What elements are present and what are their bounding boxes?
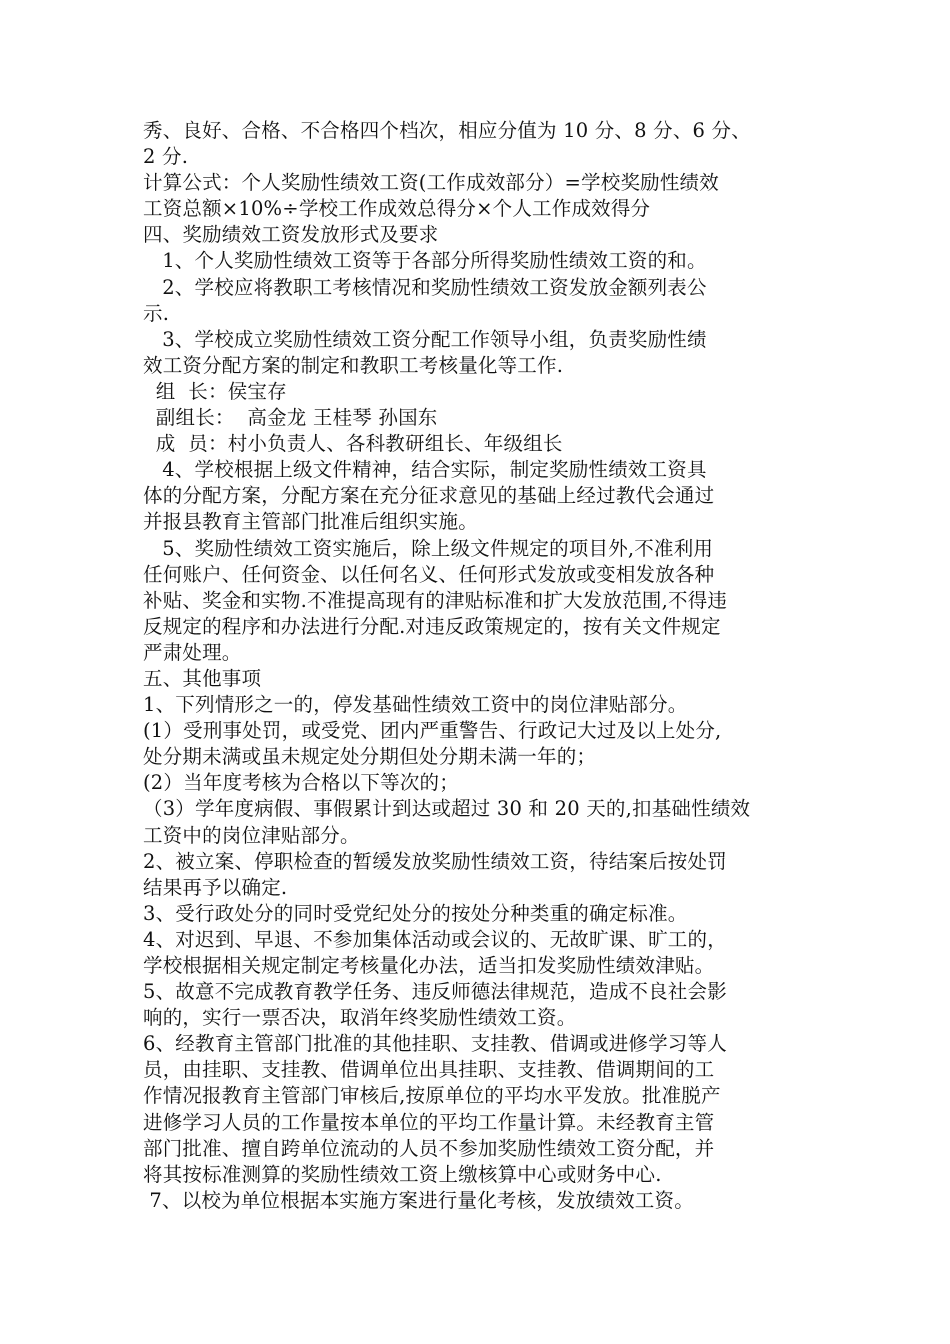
text-line: (1）受刑事处罚，或受党、团内严重警告、行政记大过及以上处分, xyxy=(143,719,722,743)
text-line: 员，由挂职、支挂教、借调单位出具挂职、支挂教、借调期间的工 xyxy=(143,1058,715,1082)
text-line: 工资总额×10%÷学校工作成效总得分×个人工作成效得分 xyxy=(143,197,651,221)
text-line: 作情况报教育主管部门审核后,按原单位的平均水平发放。批准脱产 xyxy=(143,1084,721,1108)
text-line: 5、故意不完成教育教学任务、违反师德法律规范，造成不良社会影 xyxy=(143,980,727,1004)
text-line: 3、受行政处分的同时受党纪处分的按处分种类重的确定标准。 xyxy=(143,901,688,925)
text-line: 进修学习人员的工作量按本单位的平均工作量计算。未经教育主管 xyxy=(143,1110,715,1134)
text-line: 7、以校为单位根据本实施方案进行量化考核，发放绩效工资。 xyxy=(143,1188,694,1212)
text-line: 4、学校根据上级文件精神，结合实际，制定奖励性绩效工资具 xyxy=(143,458,707,482)
text-line: 工资中的岗位津贴部分。 xyxy=(143,823,360,847)
text-line: 将其按标准测算的奖励性绩效工资上缴核算中心或财务中心. xyxy=(143,1162,662,1186)
text-line: 并报县教育主管部门批准后组织实施。 xyxy=(143,510,478,534)
text-line: 体的分配方案，分配方案在充分征求意见的基础上经过教代会通过 xyxy=(143,484,715,508)
text-line: 结果再予以确定. xyxy=(143,875,288,899)
text-line: 示. xyxy=(143,301,170,325)
text-line: 计算公式：个人奖励性绩效工资(工作成效部分）=学校奖励性绩效 xyxy=(143,171,719,195)
text-line: 6、经教育主管部门批准的其他挂职、支挂教、借调或进修学习等人 xyxy=(143,1032,727,1056)
text-line: 组 长：侯宝存 xyxy=(143,379,287,403)
text-line: 3、学校成立奖励性绩效工资分配工作领导小组，负责奖励性绩 xyxy=(143,327,707,351)
text-line: 4、对迟到、早退、不参加集体活动或会议的、无故旷课、旷工的， xyxy=(143,927,727,951)
text-line: 部门批准、擅自跨单位流动的人员不参加奖励性绩效工资分配，并 xyxy=(143,1136,715,1160)
text-line: 严肃处理。 xyxy=(143,640,242,664)
text-line: 1、个人奖励性绩效工资等于各部分所得奖励性绩效工资的和。 xyxy=(143,249,707,273)
text-line: 副组长： 高金龙 王桂琴 孙国东 xyxy=(143,406,438,430)
text-line: 成 员：村小负责人、各科教研组长、年级组长 xyxy=(143,432,563,456)
text-line: 1、下列情形之一的，停发基础性绩效工资中的岗位津贴部分。 xyxy=(143,693,688,717)
text-line: （3）学年度病假、事假累计到达或超过 30 和 20 天的,扣基础性绩效 xyxy=(143,797,751,821)
text-line: 5、奖励性绩效工资实施后，除上级文件规定的项目外,不准利用 xyxy=(143,536,714,560)
text-line: 响的，实行一票否决，取消年终奖励性绩效工资。 xyxy=(143,1006,577,1030)
text-line: 反规定的程序和办法进行分配.对违反政策规定的，按有关文件规定 xyxy=(143,614,721,638)
text-line: 2、被立案、停职检查的暂缓发放奖励性绩效工资，待结案后按处罚 xyxy=(143,849,727,873)
text-line: 补贴、奖金和实物.不准提高现有的津贴标准和扩大发放范围,不得违 xyxy=(143,588,728,612)
text-line: 学校根据相关规定制定考核量化办法，适当扣发奖励性绩效津贴。 xyxy=(143,954,715,977)
section-heading: 五、其他事项 xyxy=(143,666,262,690)
text-line: (2）当年度考核为合格以下等次的； xyxy=(143,771,459,795)
text-line: 处分期未满或虽未规定处分期但处分期未满一年的； xyxy=(143,745,597,769)
text-line: 效工资分配方案的制定和教职工考核量化等工作. xyxy=(143,353,564,377)
document-body xyxy=(143,118,818,1214)
text-line: 任何账户、任何资金、以任何名义、任何形式发放或变相发放各种 xyxy=(143,562,715,586)
section-heading: 四、奖励绩效工资发放形式及要求 xyxy=(143,223,439,247)
text-line: 秀、良好、合格、不合格四个档次，相应分值为 10 分、8 分、6 分、 xyxy=(143,119,751,142)
text-line: 2 分. xyxy=(143,145,189,169)
text-line: 2、学校应将教职工考核情况和奖励性绩效工资发放金额列表公 xyxy=(143,275,707,299)
